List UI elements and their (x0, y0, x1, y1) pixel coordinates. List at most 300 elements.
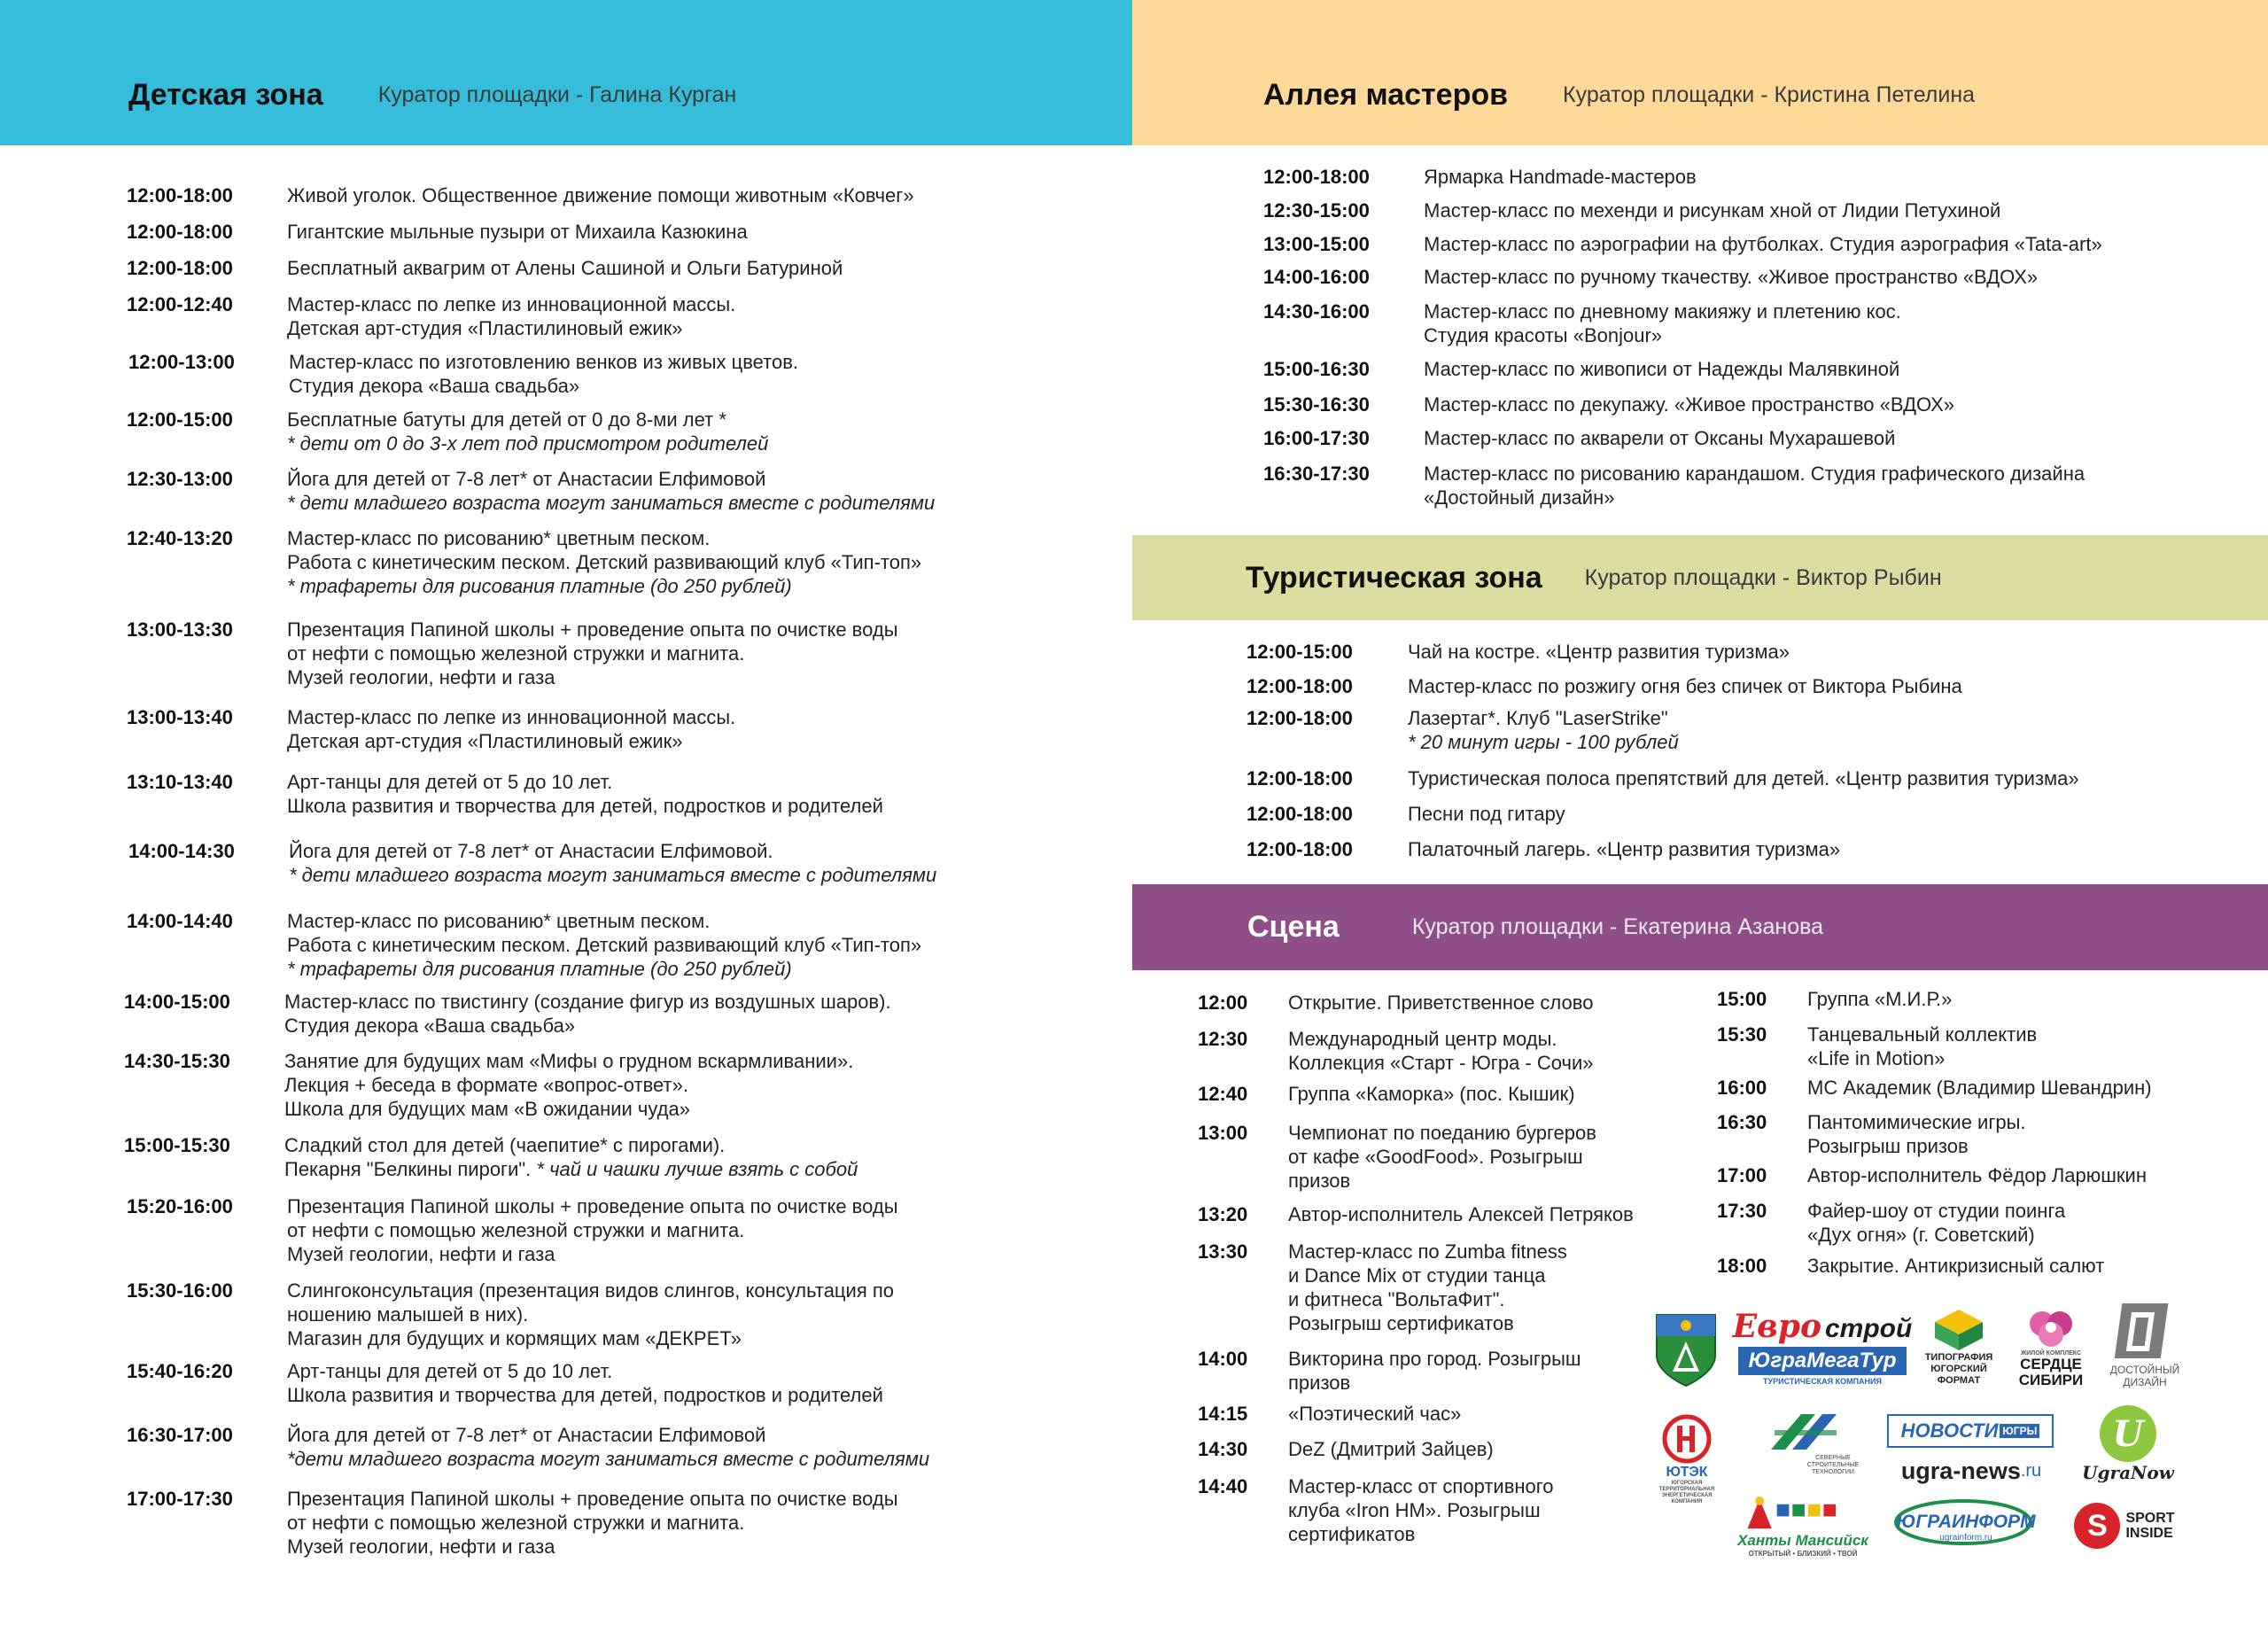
schedule-row (1717, 1110, 2026, 1158)
yugramegatur-text: ЮграМегаТур (1748, 1349, 1897, 1372)
schedule-description (1288, 1347, 1581, 1395)
schedule-row (1198, 1202, 1634, 1226)
schedule-time: 17:00-17:30 (127, 1488, 233, 1510)
schedule-description (1424, 198, 2000, 222)
schedule-row (1717, 1254, 2104, 1278)
schedule-description (1807, 1076, 2152, 1100)
schedule-description (287, 705, 735, 753)
description-line: Мастер-класс по дневному макияжу и плетению кос. (1424, 300, 1901, 323)
schedule-row (1263, 299, 1901, 347)
schedule-row (1198, 1402, 1461, 1426)
schedule-description (287, 408, 768, 455)
schedule-description (1424, 426, 1895, 450)
description-line: Мастер-класс по акварели от Оксаны Мухарашевой (1424, 427, 1896, 449)
schedule-description (287, 1487, 898, 1559)
schedule-row (127, 183, 914, 207)
description-line: и Dance Mix от студии танца (1288, 1264, 1546, 1287)
schedule-row (127, 770, 883, 818)
schedule-time: 15:00 (1717, 988, 1767, 1010)
description-line: призов (1288, 1170, 1351, 1192)
description-line: Презентация Папиной школы + проведение опыта по очистке воды (287, 1195, 898, 1217)
description-line: «Life in Motion» (1807, 1047, 1946, 1069)
schedule-time: 12:00-13:00 (128, 351, 235, 373)
sport-inside-icon (2074, 1503, 2120, 1549)
description-line: Танцевальный коллектив (1807, 1023, 2038, 1046)
schedule-row (1247, 802, 1565, 826)
description-line: Мастер-класс от спортивного (1288, 1475, 1554, 1497)
description-line: Детская арт-студия «Пластилиновый ежик» (287, 730, 683, 752)
schedule-description (289, 350, 798, 398)
schedule-description (1424, 299, 1901, 347)
hanty-mansiysk-icon (1741, 1494, 1865, 1532)
schedule-time: 13:00-15:00 (1263, 233, 1370, 255)
schedule-row (127, 1194, 898, 1266)
description-line: Йога для детей от 7-8 лет* от Анастасии Елфимовой (287, 1424, 766, 1446)
schedule-description (287, 909, 921, 981)
schedule-row (127, 1423, 929, 1471)
description-line: «Достойный дизайн» (1424, 486, 1615, 509)
schedule-row (127, 705, 735, 753)
schedule-time: 14:30-15:30 (124, 1050, 230, 1072)
schedule-row (1247, 674, 1962, 698)
yugrainform-text: ЮГРАИНФОРМ (1896, 1511, 2036, 1532)
schedule-description (1288, 1437, 1494, 1461)
description-line: Группа «М.И.Р.» (1807, 988, 1953, 1010)
schedule-description (284, 990, 891, 1038)
schedule-description (1408, 640, 1790, 664)
schedule-time: 16:30-17:00 (127, 1424, 233, 1446)
kids-zone-title: Детская зона (128, 77, 323, 112)
schedule-time: 13:30 (1198, 1240, 1248, 1263)
description-line: Арт-танцы для детей от 5 до 10 лет. (287, 1360, 613, 1382)
schedule-row (1263, 165, 1697, 189)
description-line: Студия декора «Ваша свадьба» (289, 375, 580, 397)
description-line: Розыгрыш призов (1807, 1135, 1969, 1157)
description-line: Открытие. Приветственное слово (1288, 991, 1594, 1014)
dostoyny-dizayn-logo (2105, 1292, 2185, 1396)
schedule-time: 12:00-18:00 (127, 257, 233, 279)
schedule-row (1198, 1474, 1554, 1546)
stage-curator: Куратор площадки - Екатерина Азанова (1411, 914, 1824, 939)
schedule-description (1408, 837, 1840, 861)
description-line: Занятие для будущих мам «Мифы о грудном вскармливании». (284, 1050, 854, 1072)
description-line: Студия декора «Ваша свадьба» (284, 1015, 576, 1037)
schedule-description (1408, 766, 2079, 790)
tipografiya-icon (1933, 1308, 1984, 1352)
schedule-time: 12:00-18:00 (1247, 803, 1353, 825)
schedule-time: 13:20 (1198, 1203, 1248, 1225)
schedule-description (287, 1423, 929, 1471)
schedule-time: 16:00 (1717, 1077, 1767, 1099)
schedule-time: 12:30-13:00 (127, 468, 233, 490)
description-line: Коллекция «Старт - Югра - Сочи» (1288, 1052, 1594, 1074)
schedule-row (1263, 232, 2102, 256)
schedule-row (127, 467, 935, 515)
stage-title: Сцена (1247, 910, 1340, 944)
schedule-row (1247, 706, 1679, 754)
description-line: Арт-танцы для детей от 5 до 10 лет. (287, 771, 613, 793)
schedule-time: 15:30 (1717, 1023, 1767, 1046)
description-note: * 20 минут игры - 100 рублей (1408, 731, 1679, 753)
masters-alley-title: Аллея мастеров (1263, 77, 1509, 112)
schedule-row (1263, 357, 1899, 381)
description-note: * трафареты для рисования платные (до 250 рублей) (287, 958, 792, 980)
schedule-time: 12:00-18:00 (1247, 675, 1353, 697)
masters-alley-header (1132, 0, 2268, 145)
description-line: Работа с кинетическим песком. Детский развивающий клуб «Тип-топ» (287, 551, 922, 573)
schedule-time: 12:40 (1198, 1083, 1248, 1105)
schedule-description (287, 292, 735, 340)
description-line: Детская арт-студия «Пластилиновый ежик» (287, 317, 683, 339)
schedule-row (128, 350, 798, 398)
schedule-description (1807, 1163, 2147, 1187)
yutek-text: ЮТЭК (1666, 1465, 1708, 1480)
description-note: * чай и чашки лучше взять с собой (536, 1158, 858, 1180)
dostoyny-dizayn-icon (2114, 1300, 2176, 1364)
yutek-subtitle: ЮГОРСКАЯ ТЕРРИТОРИАЛЬНАЯ ЭНЕРГЕТИЧЕСКАЯ КОМПАНИЯ (1658, 1481, 1715, 1504)
tipografiya-text: ТИПОГРАФИЯ ЮГОРСКИЙ ФОРМАТ (1924, 1351, 1993, 1386)
heart-flower-icon (2023, 1306, 2078, 1350)
schedule-time: 14:00-14:40 (127, 910, 233, 932)
schedule-time: 12:00-18:00 (127, 184, 233, 206)
schedule-time: 18:00 (1717, 1255, 1767, 1277)
schedule-description (1807, 1110, 2026, 1158)
schedule-time: 14:15 (1198, 1403, 1248, 1425)
ugra-news-ru-text: .ru (2020, 1460, 2042, 1481)
schedule-time: 12:00-18:00 (1247, 767, 1353, 789)
description-line: Школа развития и творчества для детей, подростков и родителей (287, 1384, 883, 1406)
description-line: Мастер-класс по рисованию* цветным песком. (287, 910, 711, 932)
description-line: «Поэтический час» (1288, 1403, 1462, 1425)
schedule-row (1263, 265, 2038, 289)
schedule-time: 15:30-16:00 (127, 1279, 233, 1302)
schedule-time: 15:00-15:30 (124, 1134, 230, 1156)
schedule-time: 14:30-16:00 (1263, 300, 1370, 323)
schedule-row (1198, 1437, 1494, 1461)
description-line: Презентация Папиной школы + проведение опыта по очистке воды (287, 618, 898, 641)
schedule-row (1247, 837, 1840, 861)
serdce-sibiri-logo (2011, 1299, 2091, 1395)
description-line: Ярмарка Handmade-мастеров (1424, 166, 1697, 188)
schedule-time: 12:30 (1198, 1028, 1248, 1050)
schedule-description (287, 1279, 894, 1350)
description-line: Автор-исполнитель Фёдор Ларюшкин (1807, 1164, 2147, 1186)
description-line: Музей геологии, нефти и газа (287, 1243, 555, 1265)
schedule-row (1247, 766, 2079, 790)
description-line: Автор-исполнитель Алексей Петряков (1288, 1203, 1634, 1225)
schedule-time: 14:30 (1198, 1438, 1248, 1460)
schedule-row (1198, 1082, 1575, 1106)
description-line: Йога для детей от 7-8 лет* от Анастасии Елфимовой (287, 468, 766, 490)
description-line: МС Академик (Владимир Шевандрин) (1807, 1077, 2152, 1099)
description-note: * трафареты для рисования платные (до 250 рублей) (287, 575, 792, 597)
description-line: Мастер-класс по декупажу. «Живое пространство «ВДОХ» (1424, 393, 1954, 416)
schedule-time: 15:00-16:30 (1263, 358, 1370, 380)
schedule-description (1424, 232, 2102, 256)
schedule-row (1263, 198, 2000, 222)
schedule-description (1288, 991, 1593, 1015)
description-line: Живой уголок. Общественное движение помощи животным «Ковчег» (287, 184, 914, 206)
description-line: Песни под гитару (1408, 803, 1565, 825)
tipografiya-logo (1921, 1299, 1997, 1395)
schedule-row (127, 1359, 883, 1407)
description-line: Бесплатный аквагрим от Алены Сашиной и Ольги Батуриной (287, 257, 843, 279)
severnye-tehnologii-icon (1766, 1411, 1847, 1455)
description-line: Мастер-класс по лепке из инновационной массы. (287, 706, 736, 728)
description-line: Презентация Папиной школы + проведение опыта по очистке воды (287, 1488, 898, 1510)
schedule-description (1424, 265, 2038, 289)
schedule-time: 16:00-17:30 (1263, 427, 1370, 449)
tourist-zone-header (1132, 535, 2268, 620)
yugramegatur-subtitle: ТУРИСТИЧЕСКАЯ КОМПАНИЯ (1763, 1377, 1882, 1386)
schedule-time: 12:00-12:40 (127, 293, 233, 315)
sport-inside-text: SPORT INSIDE (2125, 1511, 2175, 1541)
schedule-time: 12:00-15:00 (127, 408, 233, 431)
schedule-description (1408, 674, 1962, 698)
description-line: Мастер-класс по розжигу огня без спичек от Виктора Рыбина (1408, 675, 1962, 697)
description-line: Работа с кинетическим песком. Детский развивающий клуб «Тип-топ» (287, 934, 922, 956)
description-line: Мастер-класс по лепке из инновационной массы. (287, 293, 736, 315)
tourist-zone-curator: Куратор площадки - Виктор Рыбин (1584, 564, 1942, 590)
kids-zone-curator: Куратор площадки - Галина Курган (377, 82, 737, 107)
ugranow-logo (2077, 1402, 2179, 1487)
schedule-description (1288, 1402, 1461, 1426)
yugramegatur-logo (1738, 1347, 1907, 1375)
description-note: * дети младшего возраста могут заниматься вместе с родителями (287, 492, 936, 514)
description-line: Группа «Каморка» (пос. Кышик) (1288, 1083, 1575, 1105)
description-line: Школа для будущих мам «В ожидании чуда» (284, 1098, 690, 1120)
schedule-time: 13:00-13:40 (127, 706, 233, 728)
schedule-row (1717, 1076, 2152, 1100)
description-line: Палаточный лагерь. «Центр развития туризма» (1408, 838, 1841, 860)
schedule-time: 12:40-13:20 (127, 527, 233, 549)
schedule-description (284, 1049, 853, 1121)
schedule-row (127, 1487, 898, 1559)
schedule-time: 14:00-15:00 (124, 991, 230, 1013)
schedule-row (127, 909, 921, 981)
serdce-sibiri-small-text: ЖИЛОЙ КОМПЛЕКС (2020, 1349, 2082, 1357)
schedule-row (1263, 393, 1954, 416)
schedule-row (127, 292, 735, 340)
schedule-description (287, 220, 748, 244)
description-note: * дети младшего возраста могут заниматься вместе с родителями (289, 864, 937, 886)
description-line: Туристическая полоса препятствий для детей. «Центр развития туризма» (1408, 767, 2079, 789)
schedule-time: 15:30-16:30 (1263, 393, 1370, 416)
schedule-time: 12:00 (1198, 991, 1248, 1014)
description-line: от нефти с помощью железной стружки и магнита. (287, 642, 745, 665)
schedule-row (1717, 1163, 2147, 1187)
schedule-row (1198, 991, 1593, 1015)
description-line: Школа развития и творчества для детей, подростков и родителей (287, 795, 883, 817)
description-line: Мастер-класс по изготовлению венков из живых цветов. (289, 351, 799, 373)
description-line: Гигантские мыльные пузыри от Михаила Казюкина (287, 221, 748, 243)
schedule-time: 17:30 (1717, 1200, 1767, 1222)
schedule-description (1424, 393, 1954, 416)
schedule-description (287, 1359, 883, 1407)
hanty-mansiysk-subtitle: ОТКРЫТЫЙ • БЛИЗКИЙ • ТВОЙ (1748, 1550, 1858, 1558)
yugrainform-subtitle: ugrainform.ru (1939, 1532, 1992, 1543)
schedule-time: 13:10-13:40 (127, 771, 233, 793)
description-line: Закрытие. Антикризисный салют (1807, 1255, 2105, 1277)
serdce-sibiri-text: СЕРДЦЕ СИБИРИ (2018, 1355, 2084, 1388)
description-line: Мастер-класс по рисованию* цветным песком. (287, 527, 711, 549)
schedule-description (287, 526, 921, 598)
description-line: Лазертаг*. Клуб "LaserStrike" (1408, 707, 1668, 729)
schedule-description (1408, 802, 1565, 826)
schedule-row (1198, 1347, 1581, 1395)
schedule-row (1198, 1121, 1596, 1193)
novosti-yugry-text: ЮГРЫ (2000, 1424, 2039, 1438)
schedule-description (287, 770, 883, 818)
schedule-time: 16:30 (1717, 1111, 1767, 1133)
schedule-row (1247, 640, 1790, 664)
description-line: от нефти с помощью железной стружки и магнита. (287, 1219, 745, 1241)
description-line: Викторина про город. Розыгрыш (1288, 1348, 1581, 1370)
schedule-description (287, 1194, 898, 1266)
description-line: Мастер-класс по твистингу (создание фигур из воздушных шаров). (284, 991, 891, 1013)
schedule-description (1288, 1202, 1634, 1226)
schedule-time: 12:00-18:00 (1247, 707, 1353, 729)
schedule-row (1198, 1240, 1567, 1335)
kids-zone-header (0, 0, 1132, 145)
schedule-row (127, 408, 768, 455)
description-line: и фитнеса "ВольтаФит". (1288, 1288, 1505, 1310)
stage-header (1132, 884, 2268, 970)
schedule-time: 13:00-13:30 (127, 618, 233, 641)
description-line: Пантомимические игры. (1807, 1111, 2026, 1133)
schedule-row (124, 1049, 853, 1121)
description-line: Магазин для будущих и кормящих мам «ДЕКРЕТ» (287, 1327, 742, 1349)
ugranow-u-text: U (2112, 1412, 2144, 1455)
schedule-time: 12:00-18:00 (1247, 838, 1353, 860)
description-line: Чемпионат по поеданию бургеров (1288, 1122, 1596, 1144)
schedule-row (127, 526, 921, 598)
schedule-row (1717, 1199, 2065, 1247)
schedule-description (1424, 357, 1899, 381)
schedule-row (1717, 987, 1952, 1011)
schedule-row (1263, 462, 2085, 509)
description-line: Мастер-класс по ручному ткачеству. «Живое пространство «ВДОХ» (1424, 266, 2039, 288)
schedule-description (287, 256, 843, 280)
dostoyny-dizayn-text: ДОСТОЙНЫЙ ДИЗАЙН (2109, 1364, 2180, 1388)
description-line: сертификатов (1288, 1523, 1416, 1545)
description-line: ношению малышей в них). (287, 1303, 529, 1326)
description-line: призов (1288, 1372, 1351, 1394)
schedule-description (1424, 462, 2085, 509)
schedule-time: 12:00-18:00 (127, 221, 233, 243)
hanty-mansiysk-logo (1736, 1494, 1869, 1558)
schedule-row (1717, 1022, 2037, 1070)
schedule-time: 14:40 (1198, 1475, 1248, 1497)
ugranow-circle-icon (2100, 1405, 2156, 1462)
schedule-time: 17:00 (1717, 1164, 1767, 1186)
sport-inside-s-text: S (2087, 1508, 2108, 1543)
tourist-zone-title: Туристическая зона (1246, 560, 1542, 595)
schedule-description (287, 618, 898, 689)
schedule-description (1288, 1027, 1593, 1075)
description-line: Файер-шоу от студии поинга (1807, 1200, 2066, 1222)
severnye-tehnologii-logo (1740, 1407, 1873, 1480)
schedule-time: 16:30-17:30 (1263, 463, 1370, 485)
schedule-time: 15:40-16:20 (127, 1360, 233, 1382)
description-line: Студия красоты «Bonjour» (1424, 324, 1663, 346)
schedule-time: 14:00 (1198, 1348, 1248, 1370)
yutek-logo (1650, 1407, 1724, 1512)
description-line: Мастер-класс по Zumba fitness (1288, 1240, 1567, 1263)
schedule-time: 14:00-16:00 (1263, 266, 1370, 288)
schedule-row (128, 839, 936, 887)
hanty-mansiysk-text: Ханты Мансийск (1737, 1532, 1868, 1549)
schedule-row (127, 220, 748, 244)
description-line: Мастер-класс по живописи от Надежды Малявкиной (1424, 358, 1900, 380)
description-note: *дети младшего возраста могут заниматься вместе с родителями (287, 1448, 930, 1470)
description-line: Розыгрыш сертификатов (1288, 1312, 1514, 1334)
description-line: от нефти с помощью железной стружки и магнита. (287, 1512, 745, 1534)
description-line: Международный центр моды. (1288, 1028, 1557, 1050)
schedule-time: 12:00-15:00 (1247, 641, 1353, 663)
schedule-description (289, 839, 936, 887)
schedule-time: 14:00-14:30 (128, 840, 235, 862)
city-coat-of-arms-logo (1653, 1310, 1719, 1389)
schedule-time: 12:30-15:00 (1263, 199, 1370, 222)
schedule-row (1263, 426, 1895, 450)
schedule-row (124, 1133, 858, 1181)
schedule-description (1408, 706, 1679, 754)
novosti-text: НОВОСТИ (1900, 1419, 1999, 1442)
description-line: Чай на костре. «Центр развития туризма» (1408, 641, 1790, 663)
evrostroy-logo (1732, 1302, 1913, 1391)
description-line: Йога для детей от 7-8 лет* от Анастасии Елфимовой. (289, 840, 773, 862)
sport-inside-logo (2071, 1497, 2178, 1554)
schedule-description (1424, 165, 1697, 189)
description-line: Бесплатные батуты для детей от 0 до 8-ми лет * (287, 408, 726, 431)
schedule-row (127, 256, 843, 280)
description-line: Пекарня "Белкины пироги". * чай и чашки лучше взять с собой (284, 1158, 858, 1180)
description-line: Мастер-класс по аэрографии на футболках. Студия аэрография «Tata-art» (1424, 233, 2102, 255)
severnye-tehnologii-text: СЕВЕРНЫЕ СТРОИТЕЛЬНЫЕ ТЕХНОЛОГИИ (1806, 1455, 1860, 1475)
schedule-description (1807, 1254, 2104, 1278)
description-line: «Дух огня» (г. Советский) (1807, 1224, 2035, 1246)
schedule-description (1807, 987, 1952, 1011)
description-line: Мастер-класс по мехенди и рисункам хной от Лидии Петухиной (1424, 199, 2001, 222)
description-line: Музей геологии, нефти и газа (287, 1536, 555, 1558)
yutek-icon (1661, 1413, 1713, 1465)
description-line: Мастер-класс по рисованию карандашом. Студия графического дизайна (1424, 463, 2085, 485)
coat-of-arms-icon (1653, 1310, 1719, 1389)
description-line: DeZ (Дмитрий Зайцев) (1288, 1438, 1494, 1460)
schedule-row (1198, 1027, 1593, 1075)
evrostroy-stroy-text: строй (1824, 1314, 1913, 1343)
description-line: Слингоконсультация (презентация видов слингов, консультация по (287, 1279, 894, 1302)
schedule-description (1807, 1022, 2037, 1070)
ugranow-text: UgraNow (2082, 1462, 2174, 1483)
description-line: Лекция + беседа в формате «вопрос-ответ». (284, 1074, 688, 1096)
description-line: Сладкий стол для детей (чаепитие* с пирогами). (284, 1134, 726, 1156)
ugra-news-logo (1887, 1455, 2055, 1487)
schedule-time: 15:20-16:00 (127, 1195, 233, 1217)
schedule-description (1288, 1082, 1575, 1106)
description-note: * дети от 0 до 3-х лет под присмотром родителей (287, 432, 769, 455)
schedule-description (1288, 1121, 1596, 1193)
schedule-time: 12:00-18:00 (1263, 166, 1370, 188)
schedule-description (1807, 1199, 2065, 1247)
schedule-description (1288, 1240, 1567, 1335)
description-line: клуба «Iron HM». Розыгрыш (1288, 1499, 1541, 1521)
schedule-row (127, 1279, 894, 1350)
schedule-description (287, 183, 914, 207)
ugra-news-text: ugra-news (1900, 1457, 2021, 1484)
novosti-yugry-logo (1887, 1414, 2054, 1448)
